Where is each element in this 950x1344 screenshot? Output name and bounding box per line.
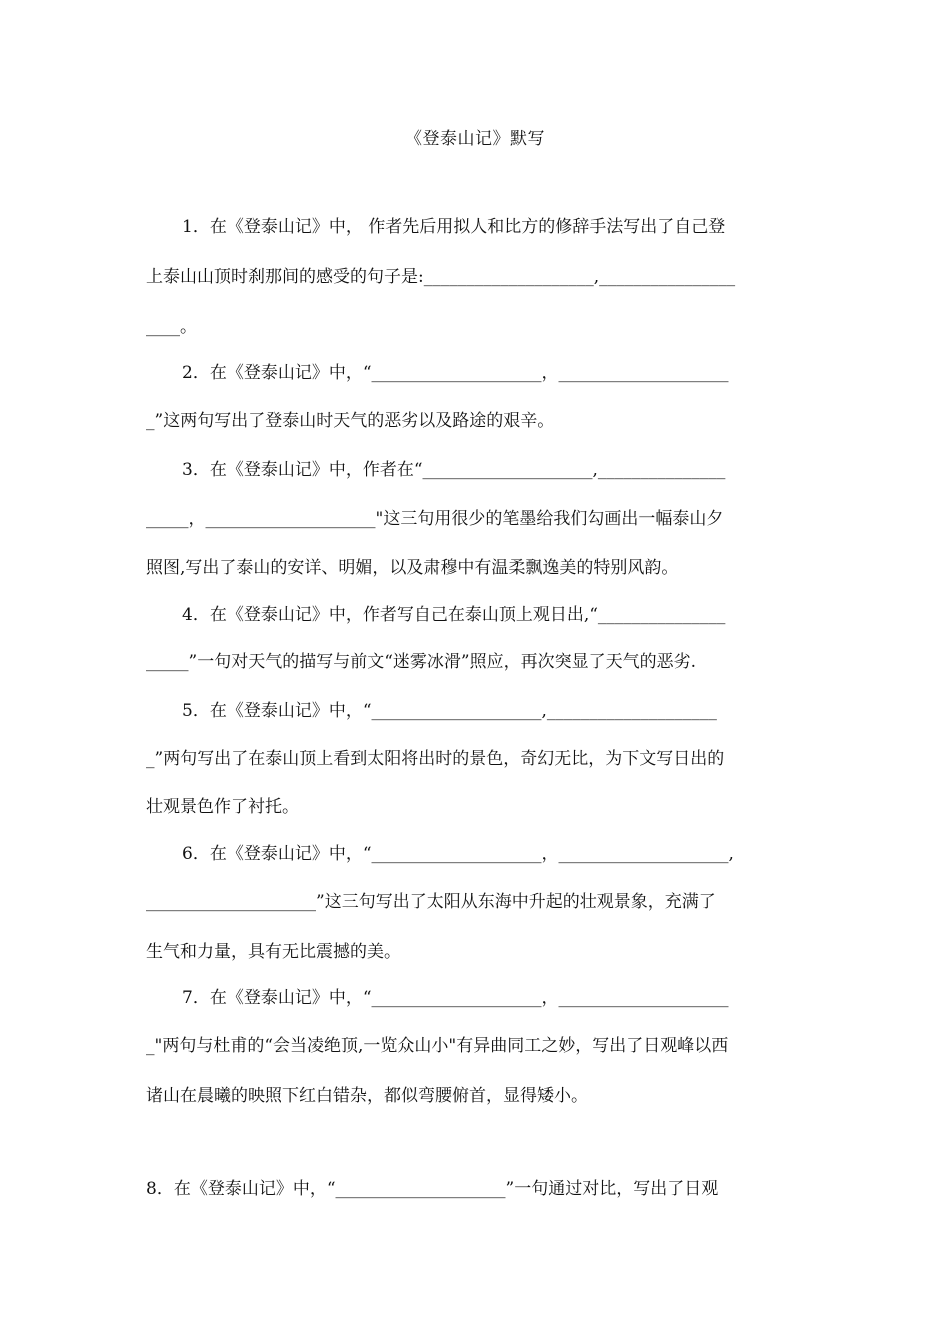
q4-line-1: 4．在《登泰山记》中，作者写自己在泰山顶上观日出,“_______________ bbox=[182, 605, 726, 625]
q5-line-2: _”两句写出了在泰山顶上看到太阳将出时的景色，奇幻无比，为下文写日出的 bbox=[146, 749, 725, 769]
q2-line-1: 2．在《登泰山记》中，“____________________，____________________ bbox=[182, 363, 729, 383]
q6-line-1: 6．在《登泰山记》中，“____________________，____________________, bbox=[182, 844, 734, 864]
q7-line-1: 7．在《登泰山记》中，“____________________，____________________ bbox=[182, 988, 729, 1008]
q7-line-2: _"两句与杜甫的“会当凌绝顶,一览众山小"有异曲同工之妙，写出了日观峰以西 bbox=[146, 1036, 729, 1056]
q8-line-1: 8．在《登泰山记》中，“____________________”一句通过对比，写出了日观 bbox=[146, 1179, 719, 1199]
document-title: 《登泰山记》默写 bbox=[405, 129, 545, 149]
q1-line-2: 上泰山山顶时刹那间的感受的句子是:____________________,________________ bbox=[146, 267, 736, 287]
q1-line-3: ____。 bbox=[146, 317, 197, 337]
q3-line-3: 照图,写出了泰山的安详、明媚，以及肃穆中有温柔飘逸美的特别风韵。 bbox=[146, 558, 679, 578]
q6-line-3: 生气和力量，具有无比震撼的美。 bbox=[146, 942, 401, 962]
q2-line-2: _”这两句写出了登泰山时天气的恶劣以及路途的艰辛。 bbox=[146, 411, 555, 431]
q1-line-1: 1．在《登泰山记》中， 作者先后用拟人和比方的修辞手法写出了自己登 bbox=[182, 217, 726, 237]
q7-line-3: 诸山在晨曦的映照下红白错杂，都似弯腰俯首，显得矮小。 bbox=[146, 1086, 588, 1106]
q5-line-3: 壮观景色作了衬托。 bbox=[146, 797, 299, 817]
q3-line-1: 3．在《登泰山记》中，作者在“____________________,_______________ bbox=[182, 460, 726, 480]
q3-line-2: _____，____________________"这三句用很少的笔墨给我们勾画出一幅泰山夕 bbox=[146, 509, 724, 529]
q5-line-1: 5．在《登泰山记》中，“____________________,____________________ bbox=[182, 701, 717, 721]
q6-line-2: ____________________”这三句写出了太阳从东海中升起的壮观景象，充满了 bbox=[146, 892, 716, 912]
q4-line-2: _____”一句对天气的描写与前文“迷雾冰滑”照应，再次突显了天气的恶劣. bbox=[146, 652, 696, 672]
